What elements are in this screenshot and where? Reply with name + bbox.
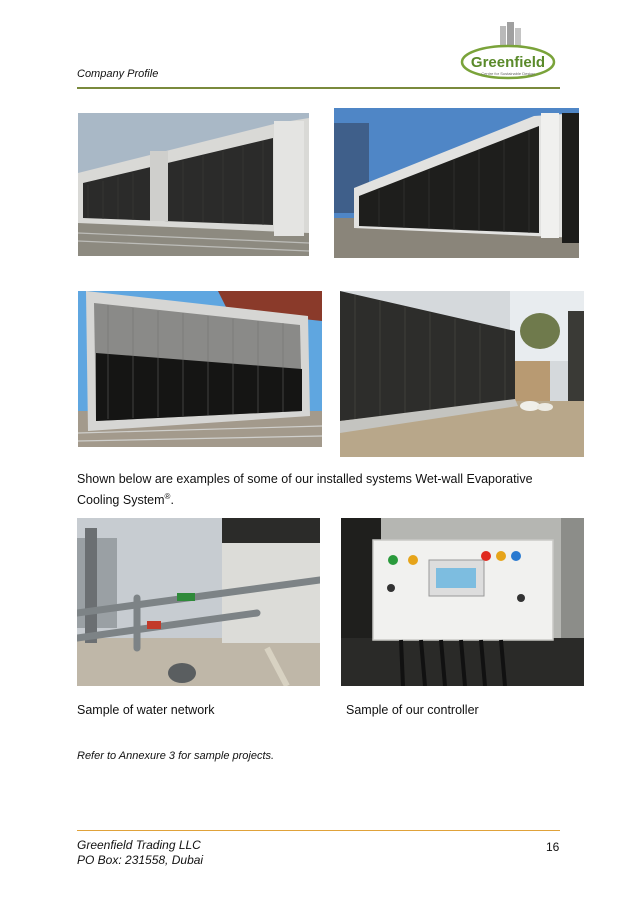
logo-graphic xyxy=(456,22,560,80)
water-network-caption: Sample of water network xyxy=(77,703,215,717)
cooling-system-photo-3 xyxy=(78,291,322,447)
page-number: 16 xyxy=(546,840,560,854)
photo-6-graphic xyxy=(341,518,584,686)
photo-1-graphic xyxy=(78,113,309,256)
annexure-reference: Refer to Annexure 3 for sample projects. xyxy=(77,750,275,762)
caption-text: Shown below are examples of some of our installed systems Wet-wall Evaporative Cooling System xyxy=(77,472,533,508)
svg-text:Greenfield: Greenfield xyxy=(470,54,546,71)
photo-3-graphic xyxy=(78,291,322,447)
photo-4-graphic xyxy=(340,291,584,457)
installed-systems-caption xyxy=(77,470,567,509)
footer-address: PO Box: 231558, Dubai xyxy=(77,853,204,867)
footer-company-block xyxy=(77,838,203,868)
header-title: Company Profile xyxy=(77,68,159,80)
cooling-system-photo-1 xyxy=(78,113,309,256)
water-network-photo xyxy=(77,518,320,686)
photo-2-graphic xyxy=(334,108,579,258)
controller-photo xyxy=(341,518,584,686)
footer-divider xyxy=(77,830,560,831)
greenfield-logo xyxy=(456,22,560,80)
svg-text:Centre for Sustainable Design: Centre for Sustainable Design xyxy=(481,71,535,76)
caption-end: . xyxy=(170,493,174,508)
photo-5-graphic xyxy=(77,518,320,686)
footer-company-name: Greenfield Trading LLC xyxy=(77,838,201,852)
controller-caption: Sample of our controller xyxy=(346,703,479,717)
cooling-system-photo-4 xyxy=(340,291,584,457)
cooling-system-photo-2 xyxy=(334,108,579,258)
registered-mark: ® xyxy=(164,492,171,501)
header-divider xyxy=(77,87,560,89)
